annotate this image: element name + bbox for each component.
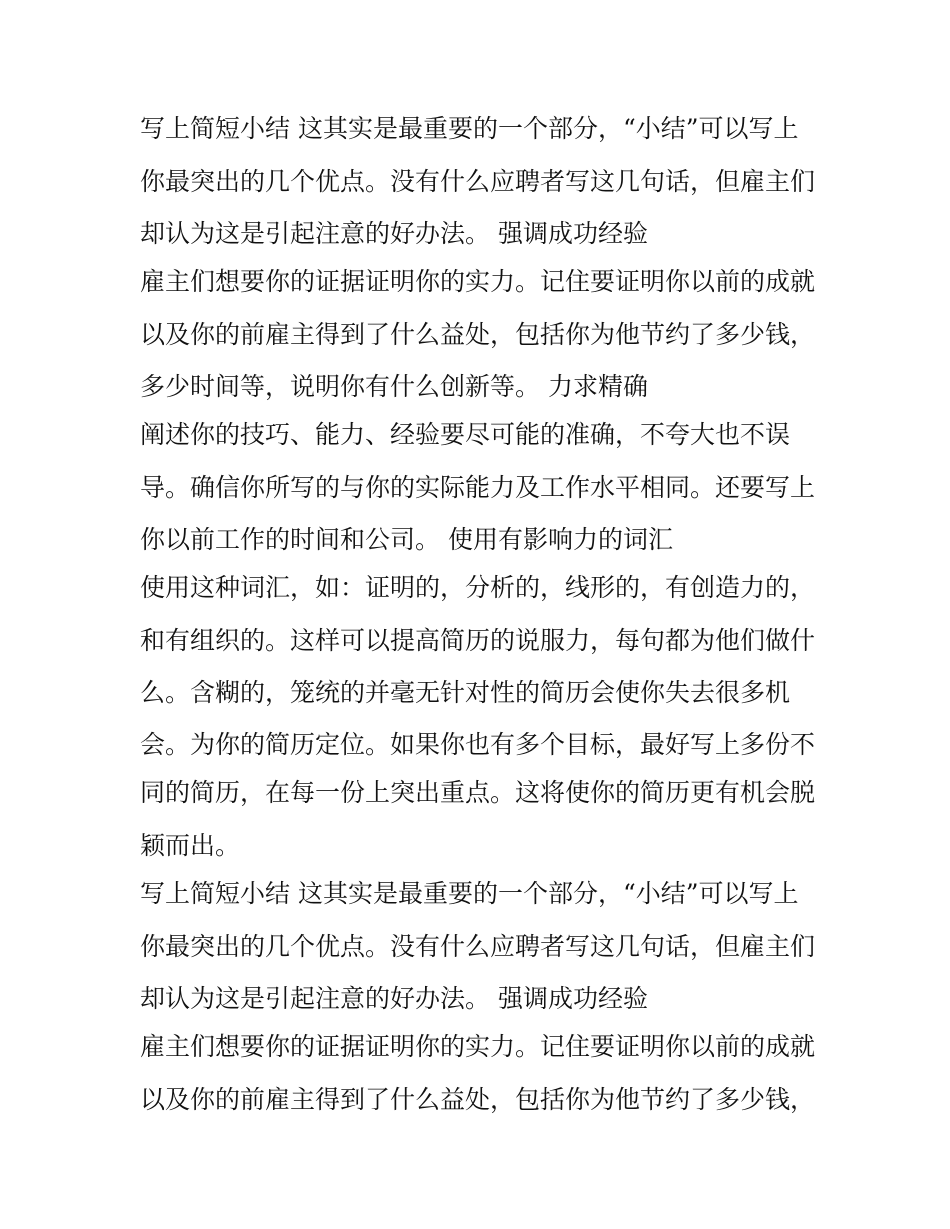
text-line: 以及你的前雇主得到了什么益处，包括你为他节约了多少钱， [140, 1085, 816, 1114]
text-line: 写上简短小结 这其实是最重要的一个部分，“小结”可以写上 [140, 114, 799, 143]
text-line: 导。确信你所写的与你的实际能力及工作水平相同。还要写上 [140, 473, 816, 502]
text-line: 会。为你的简历定位。如果你也有多个目标，最好写上多份不 [140, 730, 816, 759]
text-line: 使用这种词汇，如：证明的，分析的，线形的，有创造力的， [140, 573, 816, 602]
text-line: 你最突出的几个优点。没有什么应聘者写这几句话，但雇主们 [140, 167, 816, 196]
text-line: 雇主们想要你的证据证明你的实力。记住要证明你以前的成就 [140, 267, 816, 296]
text-line: 和有组织的。这样可以提高简历的说服力，每句都为他们做什 [140, 626, 816, 655]
text-line: 同的简历，在每一份上突出重点。这将使你的简历更有机会脱 [140, 778, 816, 807]
text-line: 颖而出。 [140, 831, 241, 860]
text-line: 阐述你的技巧、能力、经验要尽可能的准确，不夸大也不误 [140, 420, 791, 449]
text-line: 却认为这是引起注意的好办法。 强调成功经验 [140, 984, 648, 1013]
text-line: 以及你的前雇主得到了什么益处，包括你为他节约了多少钱， [140, 320, 816, 349]
text-line: 多少时间等，说明你有什么创新等。 力求精确 [140, 372, 648, 401]
text-line: 你最突出的几个优点。没有什么应聘者写这几句话，但雇主们 [140, 932, 816, 961]
text-line: 写上简短小结 这其实是最重要的一个部分，“小结”可以写上 [140, 879, 799, 908]
text-line: 么。含糊的，笼统的并毫无针对性的简历会使你失去很多机 [140, 678, 791, 707]
text-line: 雇主们想要你的证据证明你的实力。记住要证明你以前的成就 [140, 1032, 816, 1061]
text-line: 你以前工作的时间和公司。 使用有影响力的词汇 [140, 525, 673, 554]
text-line: 却认为这是引起注意的好办法。 强调成功经验 [140, 219, 648, 248]
